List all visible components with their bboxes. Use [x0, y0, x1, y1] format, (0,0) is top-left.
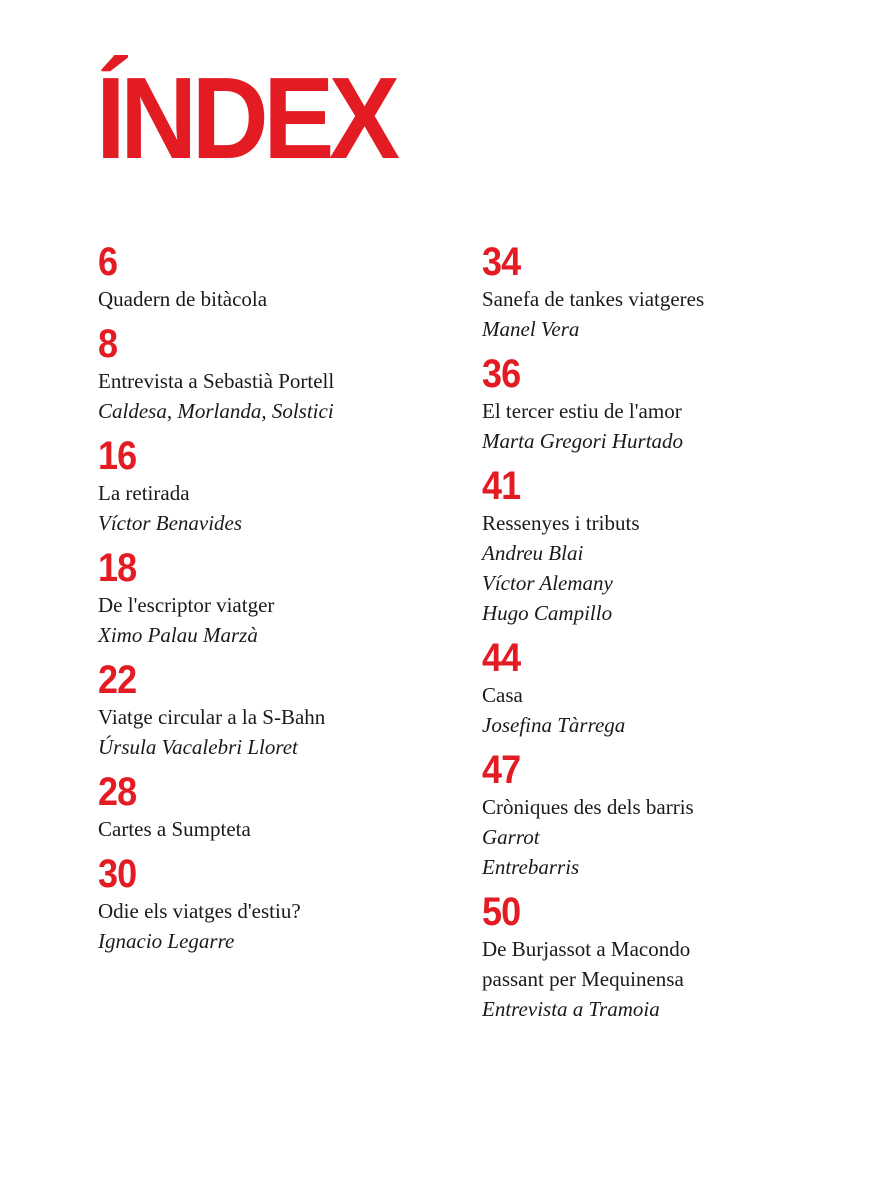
- toc-entry[interactable]: [98, 240, 488, 314]
- entry-page-number: 47: [482, 748, 521, 792]
- entry-page-number: 6: [98, 240, 118, 284]
- entry-page-number: 34: [482, 240, 521, 284]
- entry-title: Odie els viatges d'estiu?: [98, 899, 301, 923]
- entry-page-number: 28: [98, 770, 137, 814]
- entry-author: Hugo Campillo: [482, 601, 613, 625]
- entry-title: Viatge circular a la S-Bahn: [98, 705, 326, 729]
- toc-entry[interactable]: [482, 464, 872, 628]
- entry-title: Ressenyes i tributs: [482, 511, 640, 535]
- entry-title: Entrevista a Sebastià Portell: [98, 369, 335, 393]
- toc-entry[interactable]: [482, 240, 872, 344]
- entry-author: Caldesa, Morlanda, Solstici: [98, 399, 334, 423]
- entry-page-number: 36: [482, 352, 521, 396]
- entry-author: Entrevista a Tramoia: [482, 997, 660, 1021]
- toc-entry[interactable]: [98, 322, 488, 426]
- toc-entry[interactable]: [482, 352, 872, 456]
- entry-title: La retirada: [98, 481, 190, 505]
- entry-title: Cròniques des dels barris: [482, 795, 694, 819]
- entry-page-number: 16: [98, 434, 137, 478]
- entry-title: De l'escriptor viatger: [98, 593, 275, 617]
- entry-page-number: 50: [482, 890, 521, 934]
- entry-author: Ximo Palau Marzà: [98, 623, 258, 647]
- toc-entry[interactable]: [98, 434, 488, 538]
- entry-page-number: 22: [98, 658, 137, 702]
- entry-title: Cartes a Sumpteta: [98, 817, 251, 841]
- toc-left-column: [98, 240, 488, 964]
- entry-author: Víctor Alemany: [482, 571, 613, 595]
- entry-author: Andreu Blai: [482, 541, 584, 565]
- entry-author: Úrsula Vacalebri Lloret: [98, 735, 298, 759]
- toc-entry[interactable]: [98, 852, 488, 956]
- entry-page-number: 44: [482, 636, 521, 680]
- entry-author: Ignacio Legarre: [98, 929, 235, 953]
- toc-entry[interactable]: [482, 636, 872, 740]
- toc-entry[interactable]: [98, 770, 488, 844]
- entry-title: Quadern de bitàcola: [98, 287, 268, 311]
- entry-page-number: 41: [482, 464, 521, 508]
- entry-title: Sanefa de tankes viatgeres: [482, 287, 705, 311]
- toc-entry[interactable]: [98, 546, 488, 650]
- entry-page-number: 8: [98, 322, 118, 366]
- entry-page-number: 18: [98, 546, 137, 590]
- entry-title: Casa: [482, 683, 523, 707]
- entry-title: De Burjassot a Macondo: [482, 937, 691, 961]
- entry-author: Garrot: [482, 825, 540, 849]
- entry-title: El tercer estiu de l'amor: [482, 399, 682, 423]
- entry-author: Víctor Benavides: [98, 511, 243, 535]
- page-title: ÍNDEX: [96, 53, 395, 183]
- entry-author: Entrebarris: [482, 855, 580, 879]
- toc-entry[interactable]: [98, 658, 488, 762]
- entry-title: passant per Mequinensa: [482, 967, 684, 991]
- toc-right-column: [482, 240, 872, 1032]
- toc-entry[interactable]: [482, 890, 872, 1024]
- entry-page-number: 30: [98, 852, 137, 896]
- entry-author: Josefina Tàrrega: [482, 713, 626, 737]
- toc-entry[interactable]: [482, 748, 872, 882]
- entry-author: Marta Gregori Hurtado: [482, 429, 684, 453]
- entry-author: Manel Vera: [482, 317, 580, 341]
